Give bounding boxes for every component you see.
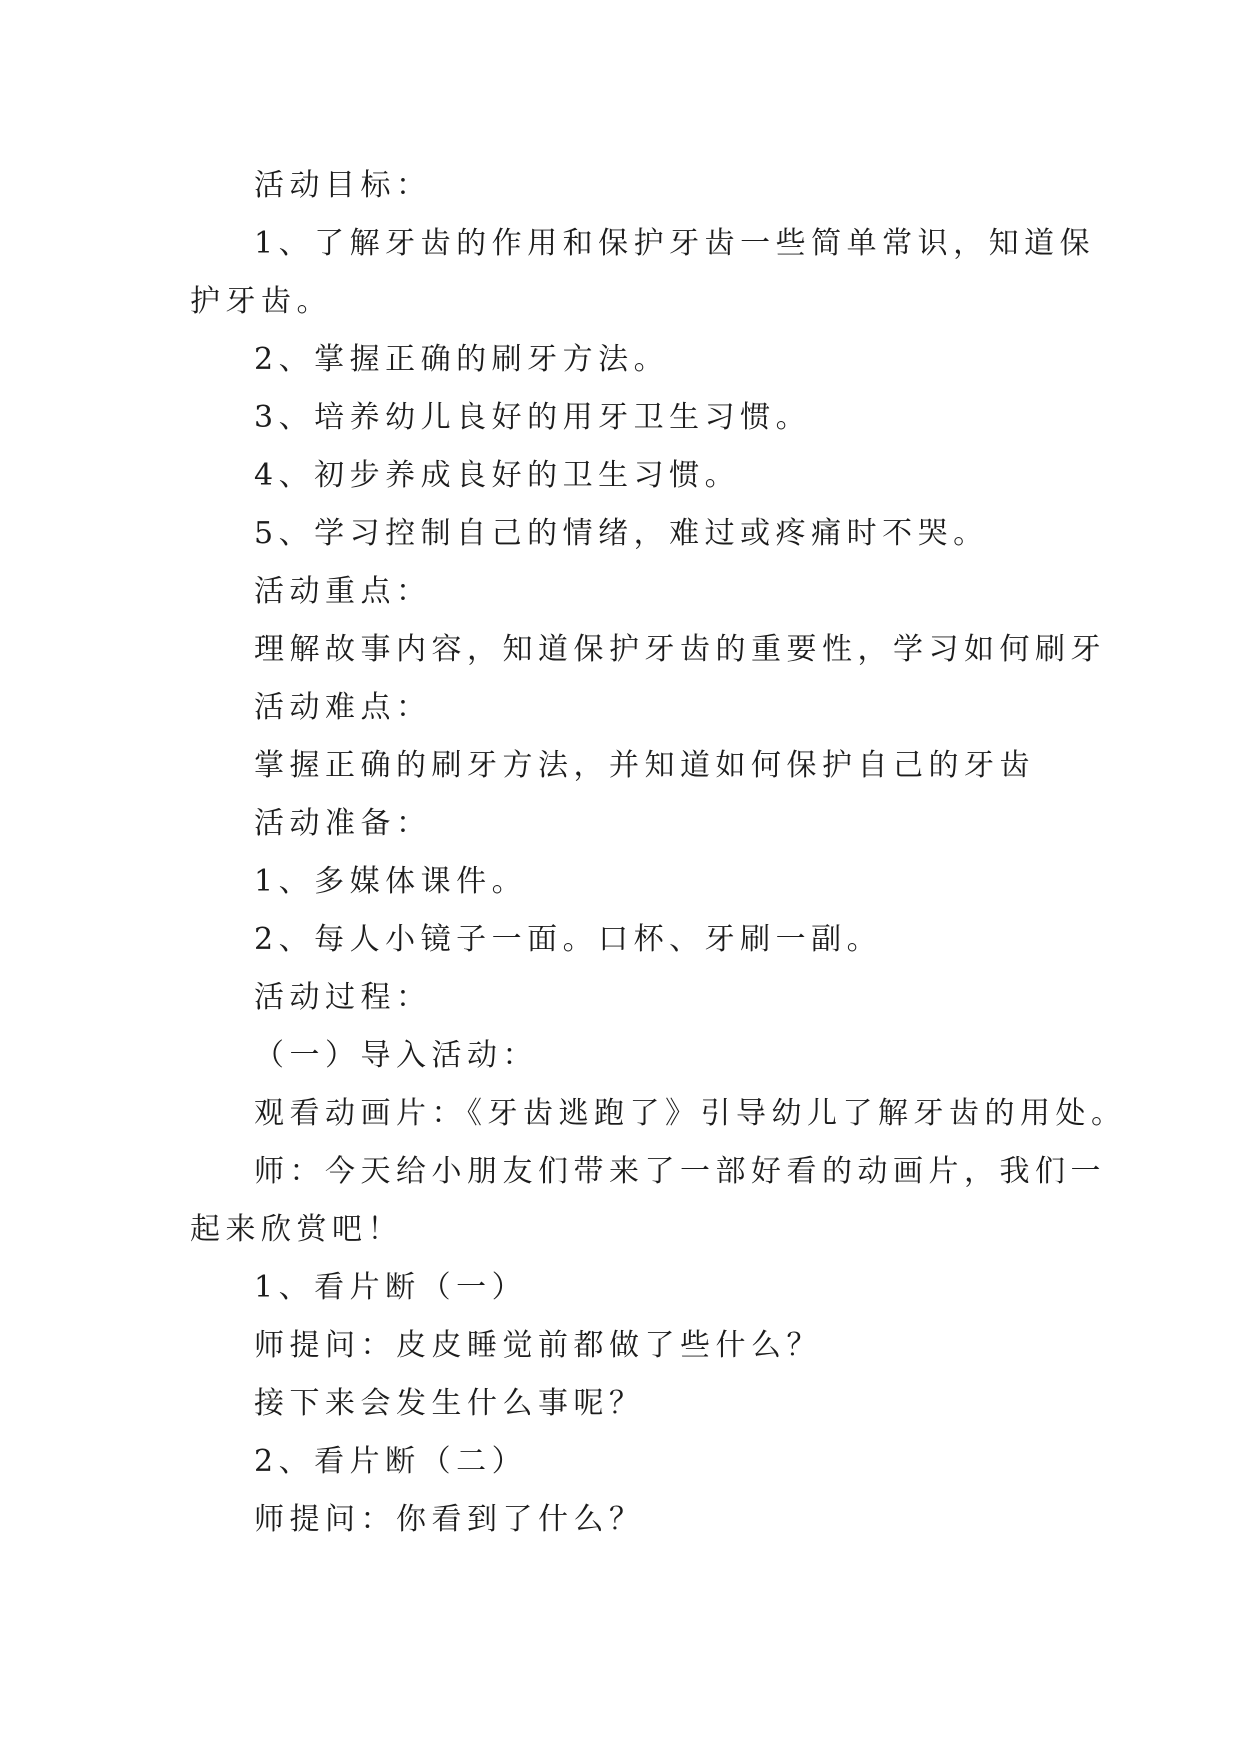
preparation-item-2: 2、每人小镜子一面。口杯、牙刷一副。	[254, 922, 883, 957]
clip-2-question-1: 师提问：你看到了什么？	[254, 1502, 645, 1537]
goal-item-1-continued: 护牙齿。	[190, 284, 332, 319]
process-paragraph-2-continued: 起来欣赏吧！	[190, 1212, 403, 1247]
heading-key-points: 活动重点：	[254, 574, 432, 609]
process-paragraph-2: 师：今天给小朋友们带来了一部好看的动画片，我们一	[254, 1154, 1106, 1189]
preparation-item-1: 1、多媒体课件。	[254, 864, 528, 899]
clip-2-title: 2、看片断（二）	[254, 1444, 528, 1479]
process-paragraph-1: 观看动画片：《牙齿逃跑了》引导幼儿了解牙齿的用处。	[254, 1096, 1127, 1131]
heading-difficulties: 活动难点：	[254, 690, 432, 725]
process-section-1-title: （一）导入活动：	[254, 1038, 538, 1073]
clip-1-question-1: 师提问：皮皮睡觉前都做了些什么？	[254, 1328, 822, 1363]
goal-item-4: 4、初步养成良好的卫生习惯。	[254, 458, 741, 493]
key-points-text: 理解故事内容，知道保护牙齿的重要性，学习如何刷牙	[254, 632, 1106, 667]
goal-item-1: 1、了解牙齿的作用和保护牙齿一些简单常识，知道保	[254, 226, 1096, 261]
goal-item-3: 3、培养幼儿良好的用牙卫生习惯。	[254, 400, 812, 435]
heading-process: 活动过程：	[254, 980, 432, 1015]
difficulties-text: 掌握正确的刷牙方法，并知道如何保护自己的牙齿	[254, 748, 1035, 783]
clip-1-question-2: 接下来会发生什么事呢？	[254, 1386, 645, 1421]
goal-item-5: 5、学习控制自己的情绪，难过或疼痛时不哭。	[254, 516, 989, 551]
goal-item-2: 2、掌握正确的刷牙方法。	[254, 342, 670, 377]
heading-preparation: 活动准备：	[254, 806, 432, 841]
clip-1-title: 1、看片断（一）	[254, 1270, 528, 1305]
heading-activity-goals: 活动目标：	[254, 168, 432, 203]
